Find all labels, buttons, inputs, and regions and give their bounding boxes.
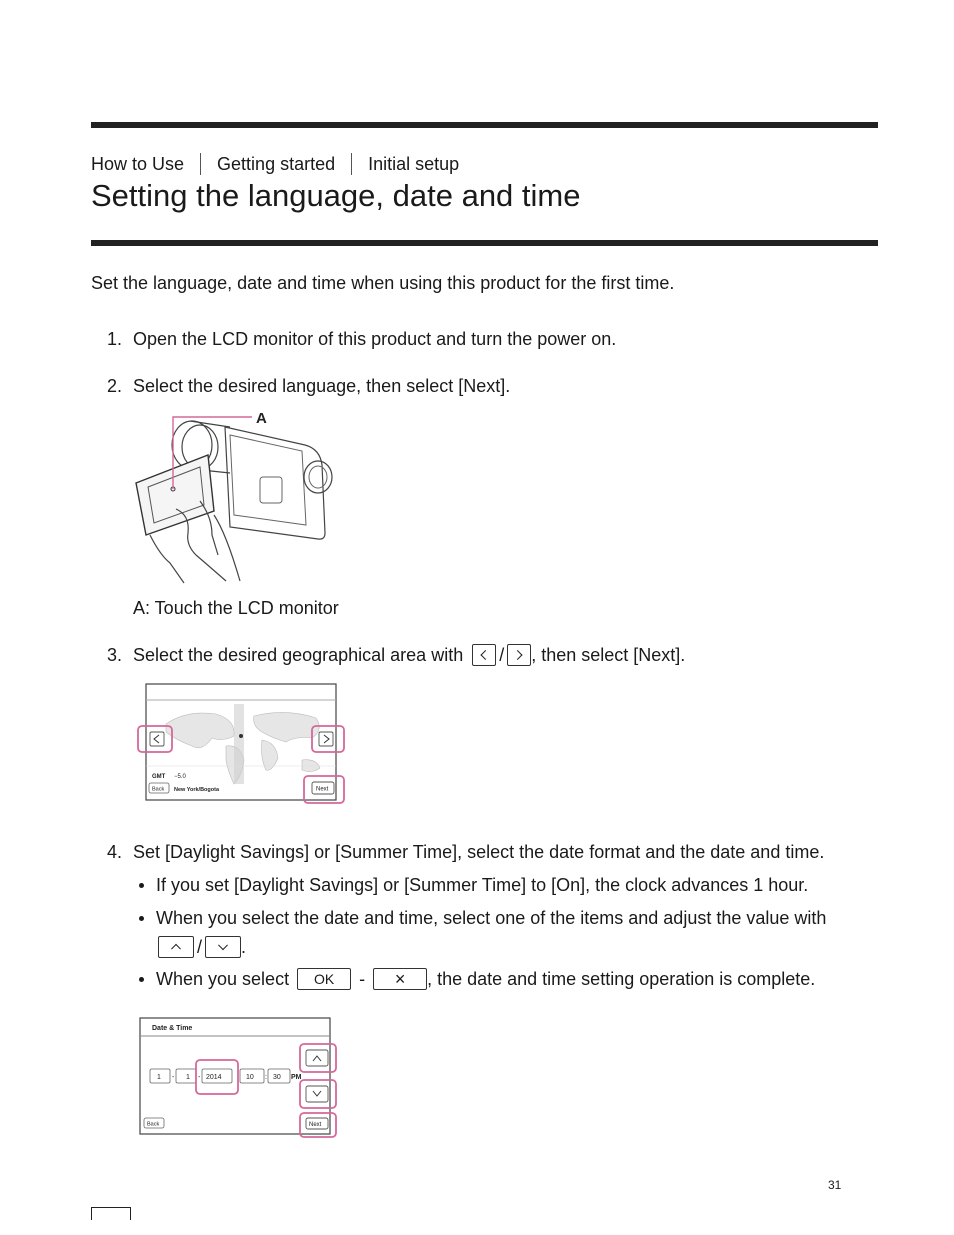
bullet-2-text: When you select the date and time, select one of the items and adjust the value with	[156, 908, 827, 928]
minute-value: 30	[273, 1074, 281, 1081]
breadcrumb	[91, 152, 459, 176]
year-value: 2014	[206, 1074, 222, 1081]
bullet-3-after: , the date and time setting operation is complete.	[427, 969, 816, 989]
page-title: Setting the language, date and time	[91, 178, 581, 213]
step-3-slash: /	[499, 645, 505, 665]
title-rule	[91, 240, 878, 246]
gmt-label: GMT	[152, 774, 166, 780]
chevron-up-icon	[171, 944, 181, 954]
bullet-3-before: When you select	[156, 969, 290, 989]
map-next-label: Next	[316, 786, 329, 793]
step-1-number: 1.	[107, 329, 123, 349]
down-arrow-button	[205, 936, 241, 958]
breadcrumb-initial-setup[interactable]: Initial setup	[368, 153, 460, 174]
step-1-text: Open the LCD monitor of this product and turn the power on.	[133, 329, 617, 349]
step-3-text	[133, 644, 685, 666]
step-2-text: Select the desired language, then select [Next].	[133, 376, 511, 396]
dt-next-label: Next	[309, 1122, 322, 1128]
page-number: 31	[828, 1178, 842, 1192]
left-arrow-button	[472, 644, 496, 666]
step-3-text-after: , then select [Next].	[531, 645, 686, 665]
svg-text:-: -	[172, 1074, 175, 1081]
dt-back-label: Back	[147, 1121, 160, 1128]
top-rule	[91, 122, 878, 128]
bullet-3-dash: -	[359, 969, 366, 989]
callout-a-label: A	[256, 410, 267, 427]
step-4-number: 4.	[107, 842, 123, 862]
step-2-number: 2.	[107, 376, 123, 396]
hour-value: 10	[246, 1074, 254, 1081]
svg-text::: :	[265, 1074, 267, 1081]
breadcrumb-separator	[351, 153, 352, 175]
bullet-dot	[139, 977, 144, 982]
breadcrumb-getting-started[interactable]: Getting started	[217, 153, 336, 174]
date-time-header: Date & Time	[152, 1025, 193, 1032]
month-value: 1	[157, 1074, 161, 1081]
chevron-down-icon	[218, 940, 228, 950]
close-button-icon	[373, 968, 427, 990]
bullet-2-line2	[158, 936, 246, 958]
figure1-caption: A: Touch the LCD monitor	[133, 598, 339, 618]
bullet-3-text	[156, 968, 815, 990]
date-time-screen	[136, 1014, 346, 1144]
breadcrumb-separator	[200, 153, 201, 175]
right-arrow-button	[507, 644, 531, 666]
up-arrow-button	[158, 936, 194, 958]
step-3-text-before: Select the desired geographical area with	[133, 645, 464, 665]
day-value: 1	[186, 1074, 190, 1081]
bullet-2-end: .	[241, 937, 247, 957]
intro-text: Set the language, date and time when using this product for the first time.	[91, 273, 675, 293]
step-4-text: Set [Daylight Savings] or [Summer Time], select the date format and the date and time.	[133, 842, 825, 862]
bullet-dot	[139, 883, 144, 888]
bullet-2-slash: /	[197, 937, 203, 957]
breadcrumb-how-to-use[interactable]: How to Use	[91, 153, 185, 174]
step-3-number: 3.	[107, 645, 123, 665]
bullet-1-text: If you set [Daylight Savings] or [Summer Time] to [On], the clock advances 1 hour.	[156, 875, 809, 895]
svg-text:-: -	[198, 1074, 201, 1081]
city-label: New York/Bogota	[174, 787, 220, 793]
close-icon: ×	[394, 969, 406, 989]
chevron-left-icon	[481, 650, 491, 660]
map-back-label: Back	[152, 786, 165, 793]
ampm-value: PM	[291, 1074, 302, 1081]
gmt-value: −5.0	[174, 774, 186, 780]
ok-button-icon: OK	[297, 968, 351, 990]
camcorder-illustration	[130, 405, 355, 587]
area-setting-screen	[136, 680, 348, 806]
chevron-right-icon	[513, 650, 523, 660]
corner-mark	[91, 1207, 131, 1220]
bullet-dot	[139, 916, 144, 921]
